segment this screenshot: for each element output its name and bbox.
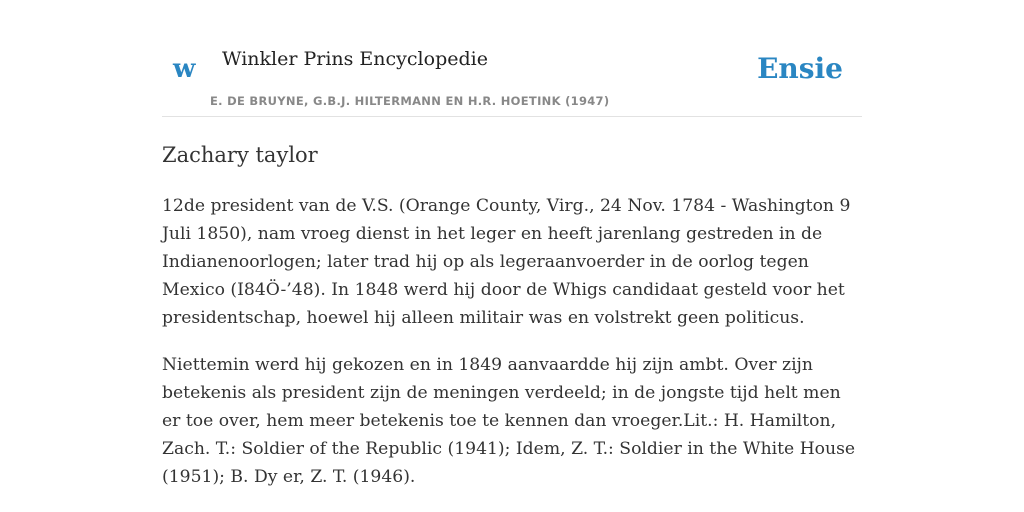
article xyxy=(162,138,862,491)
ensie-logo[interactable]: Ensie xyxy=(757,52,843,85)
encyclopedia-title[interactable]: Winkler Prins Encyclopedie xyxy=(222,48,488,70)
article-paragraph: 12de president van de V.S. (Orange County, Virg., 24 Nov. 1784 - Washington 9 Juli 1850), nam vroeg dienst in het leger en heeft jarenlang gestreden in de Indianenoorlogen; later trad hij op als legeraanvoerder in de oorlog tegen Mexico (I84Ö-’48). In 1848 werd hij door de Whigs candidaat gesteld voor het presidentschap, hoewel hij alleen militair was en volstrekt geen politicus. xyxy=(162,196,851,328)
article-title: Zachary taylor xyxy=(162,143,318,167)
wp-logo-icon[interactable]: w xyxy=(173,54,196,84)
article-paragraph: Niettemin werd hij gekozen en in 1849 aanvaardde hij zijn ambt. Over zijn betekenis als president zijn de meningen verdeeld; in de jongste tijd helt men er toe over, hem meer betekenis toe te kennen dan vroeger.Lit.: H. Hamilton, Zach. T.: Soldier of the Republic (1941); Idem, Z. T.: Soldier in the White House (1951); B. Dy er, Z. T. (1946). xyxy=(162,355,856,487)
site-header xyxy=(162,0,862,117)
encyclopedia-authors: E. DE BRUYNE, G.B.J. HILTERMANN EN H.R. HOETINK (1947) xyxy=(210,94,610,108)
